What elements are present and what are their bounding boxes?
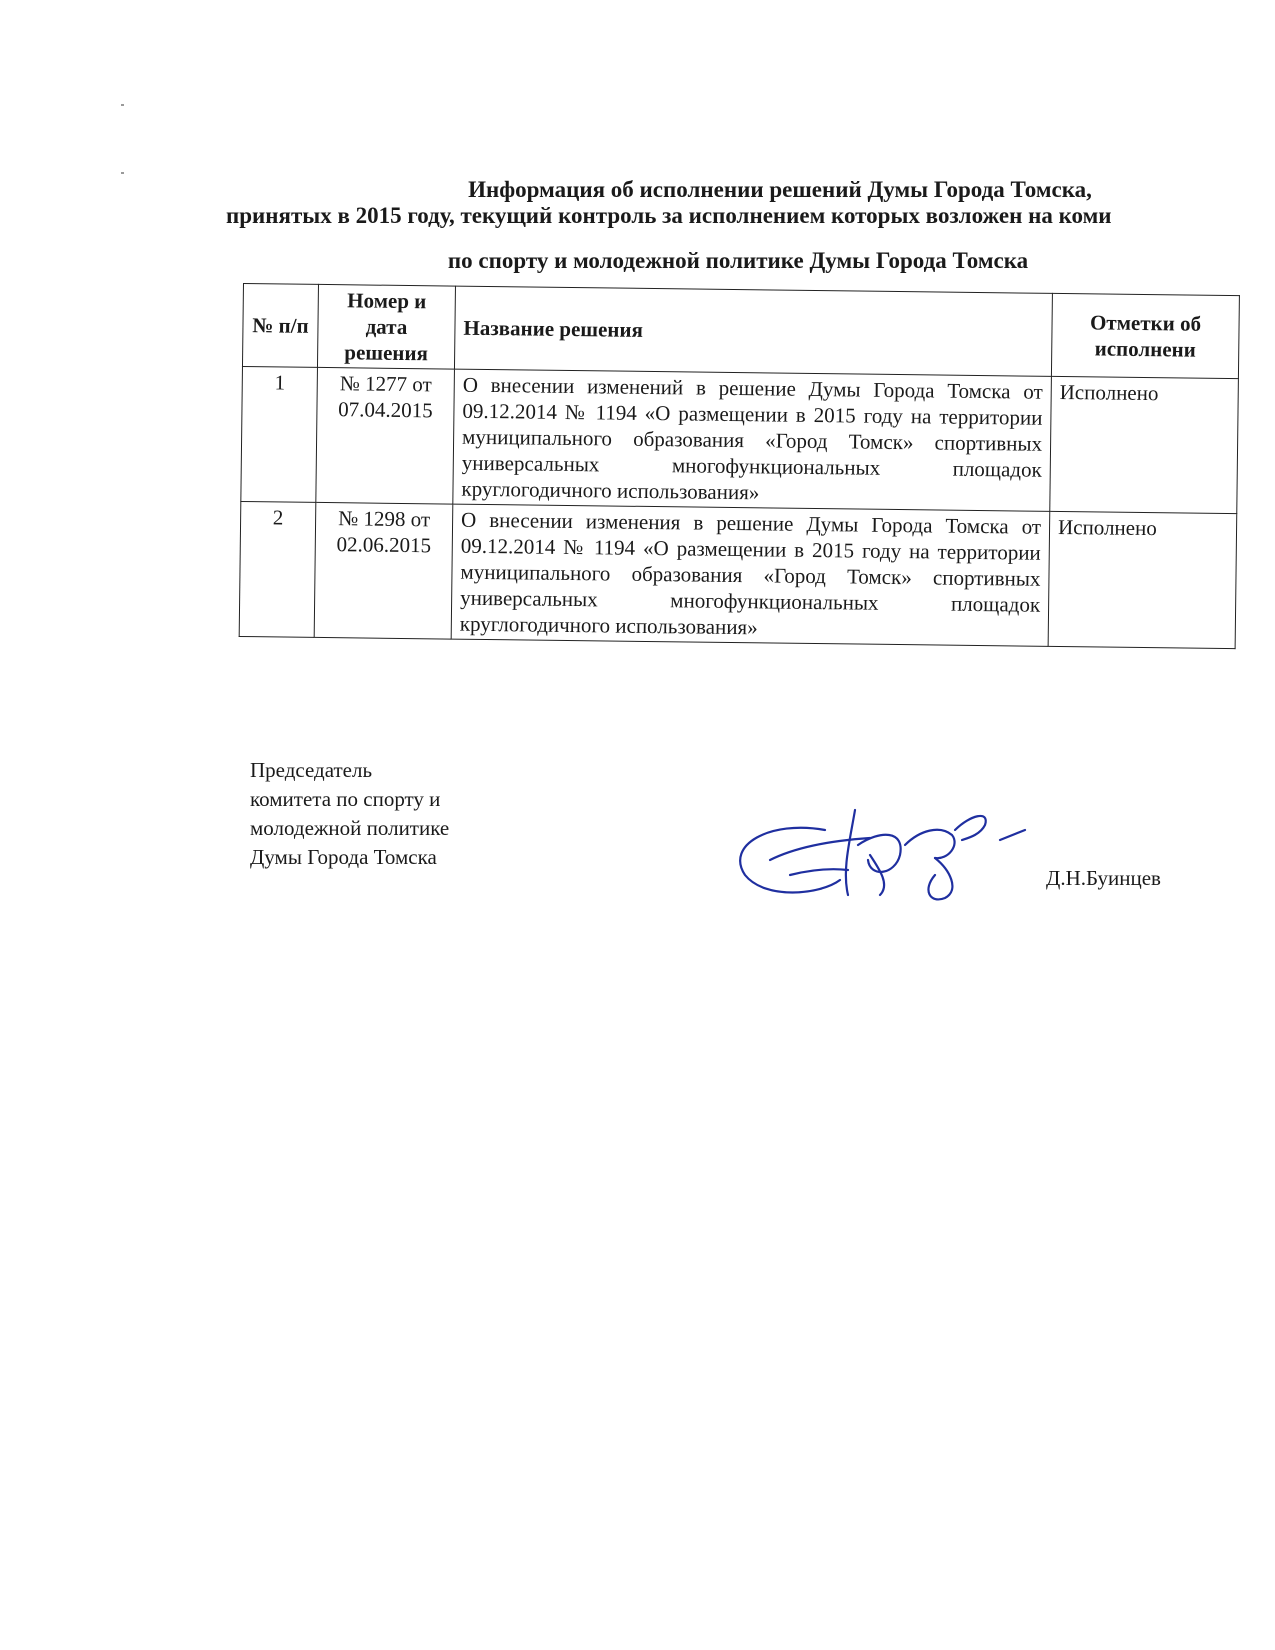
position-line: Председатель	[250, 758, 373, 782]
row-decision: № 1277 от 07.04.2015	[316, 367, 455, 504]
signatory-position	[250, 756, 449, 872]
scan-speck	[121, 104, 124, 106]
header-name: Название решения	[454, 286, 1052, 376]
table-header-row	[242, 284, 1239, 379]
row-number: 2	[239, 501, 316, 637]
scan-speck	[121, 172, 124, 174]
row-decision: № 1298 от 02.06.2015	[314, 502, 453, 639]
table-row	[239, 501, 1237, 648]
row-name: О внесении изменений в решение Думы Города Томска от 09.12.2014 № 1194 «О размещении в 2015 году на территории муниципального образования «Город Томск» спортивных универсальных многофункциональных площадок круглогодичного использования»	[453, 369, 1052, 511]
title-line-1: Информация об исполнении решений Думы Города Томска,	[468, 177, 1092, 202]
header-mark: Отметки об исполнени	[1051, 293, 1239, 378]
row-number: 1	[241, 366, 318, 502]
decisions-table	[239, 283, 1240, 649]
handwritten-signature	[730, 800, 1030, 910]
header-number: № п/п	[242, 284, 318, 368]
row-name: О внесении изменения в решение Думы Города Томска от 09.12.2014 № 1194 «О размещении в 2015 году на территории муниципального образования «Город Томск» спортивных универсальных многофункциональных площадок круглогодичного использования»	[451, 504, 1050, 646]
position-line: комитета по спорту и	[250, 787, 441, 811]
row-mark: Исполнено	[1050, 376, 1239, 513]
header-decision: Номер и дата решения	[317, 284, 455, 369]
table-row	[241, 366, 1239, 513]
title-line-3: по спорту и молодежной политике Думы Города Томска	[447, 248, 1029, 273]
signer-name: Д.Н.Буинцев	[1046, 866, 1161, 890]
position-line: Думы Города Томска	[250, 845, 437, 869]
title-line-2: принятых в 2015 году, текущий контроль за исполнением которых возложен на коми	[226, 203, 1112, 228]
position-line: молодежной политике	[250, 816, 450, 840]
row-mark: Исполнено	[1048, 511, 1237, 648]
